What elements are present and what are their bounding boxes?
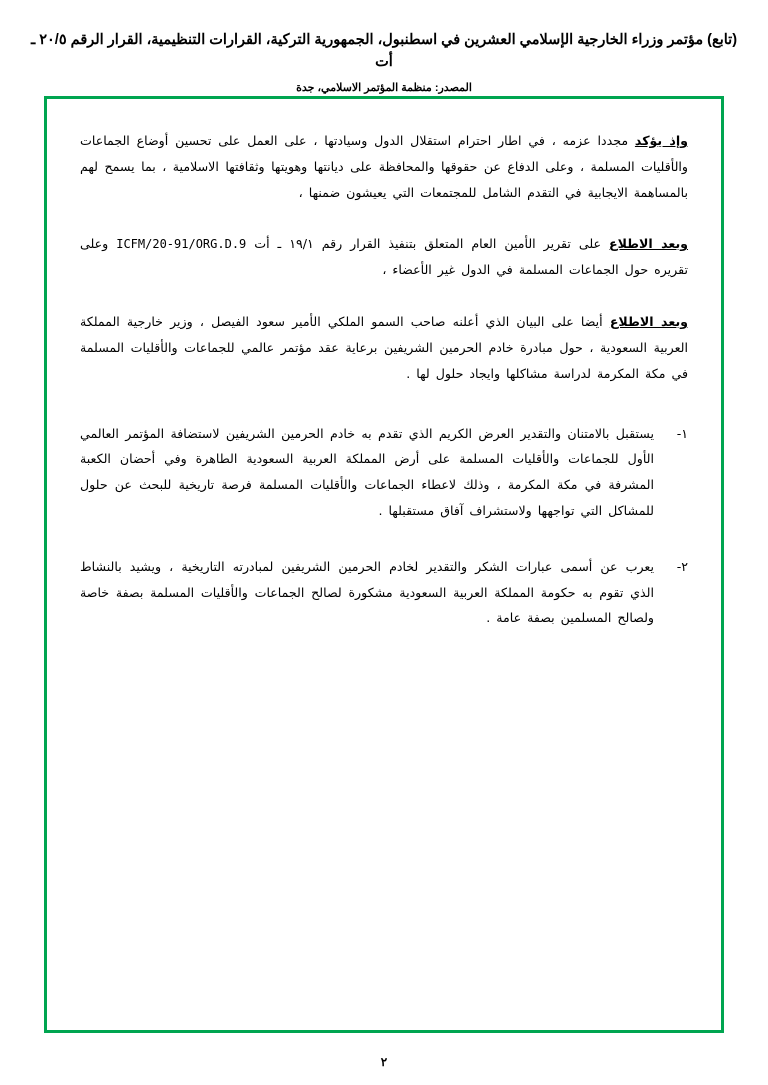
paragraph-2-text-2: وعلى تقريره حول الجماعات المسلمة في الدول غير الأعضاء ، — [80, 236, 688, 278]
list-item-marker-2: ٢- — [676, 558, 688, 574]
paragraph-3-text: أيضا على البيان الذي أعلنه صاحب السمو الملكي الأمير سعود الفيصل ، وزير خارجية المملكة العربية السعودية ، حول مبادرة خادم الحرمين الشريفين برعاية عقد مؤتمر عالمي للجماعات والأقليات المسلمة في مكة المكرمة لدراسة مشاكلها وايجاد حلول لها . — [80, 314, 688, 381]
paragraph-2-lead: وبعد الاطلاع — [609, 236, 689, 252]
list-item — [80, 554, 688, 631]
document-header — [0, 0, 768, 94]
list-item — [80, 421, 688, 524]
list-item-marker-1: ١- — [676, 425, 688, 441]
page-number: ٢ — [380, 1055, 388, 1069]
paragraph-3-lead: وبعد الاطلاع — [609, 314, 688, 330]
list-item-text-1: يستقبل بالامتنان والتقدير العرض الكريم الذي تقدم به خادم الحرمين الشريفين لاستضافة المؤتمر العالمي الأول للجماعات والأقليات المسلمة على أرض المملكة العربية السعودية الطاهرة وفي أحضان الكعبة المشرفة في مكة المكرمة ، وذلك لاعطاء الجماعات والأقليات المسلمة فرصة تاريخية للبحث عن حلول للمشاكل التي تواجهها ولاستشراف آفاق مستقبلها . — [80, 425, 654, 518]
resolution-code: ICFM/20-91/ORG.D.9 — [116, 237, 247, 252]
source-line: المصدر: منظمة المؤتمر الاسلامي، جدة — [296, 81, 472, 94]
page-title: (تابع) مؤتمر وزراء الخارجية الإسلامي العشرين في اسطنبول، الجمهورية التركية، القرارات التنظيمية، القرار الرقم ٢٠/٥ ـ أت — [30, 32, 738, 70]
paragraph-1 — [80, 128, 688, 205]
paragraph-3 — [80, 309, 688, 386]
paragraph-2 — [80, 231, 688, 283]
paragraph-1-lead: وإذ يؤكد — [634, 133, 688, 148]
paragraph-1-text: مجددا عزمه ، في اطار احترام استقلال الدول وسيادتها ، على العمل على تحسين أوضاع الجماعات والأقليات المسلمة ، وعلى الدفاع عن حقوقها والمحافظة على ديانتها وهويتها وثقافتها الاسلامية ، بما يسمح لهم بالمساهمة الايجابية في التقدم الشامل للمجتمعات التي يعيشون ضمنها ، — [80, 133, 688, 200]
list-item-text-2: يعرب عن أسمى عبارات الشكر والتقدير لخادم الحرمين الشريفين لمبادرته التاريخية ، ويشيد بالنشاط الذي تقوم به حكومة المملكة العربية السعودية مشكورة لصالح الجماعات والأقليات المسلمة بصفة خاصة ولصالح المسلمين بصفة عامة . — [80, 558, 654, 626]
document-body — [80, 128, 688, 661]
paragraph-2-text: على تقرير الأمين العام المتعلق بتنفيذ القرار رقم ١٩/١ ـ أت — [246, 236, 609, 252]
